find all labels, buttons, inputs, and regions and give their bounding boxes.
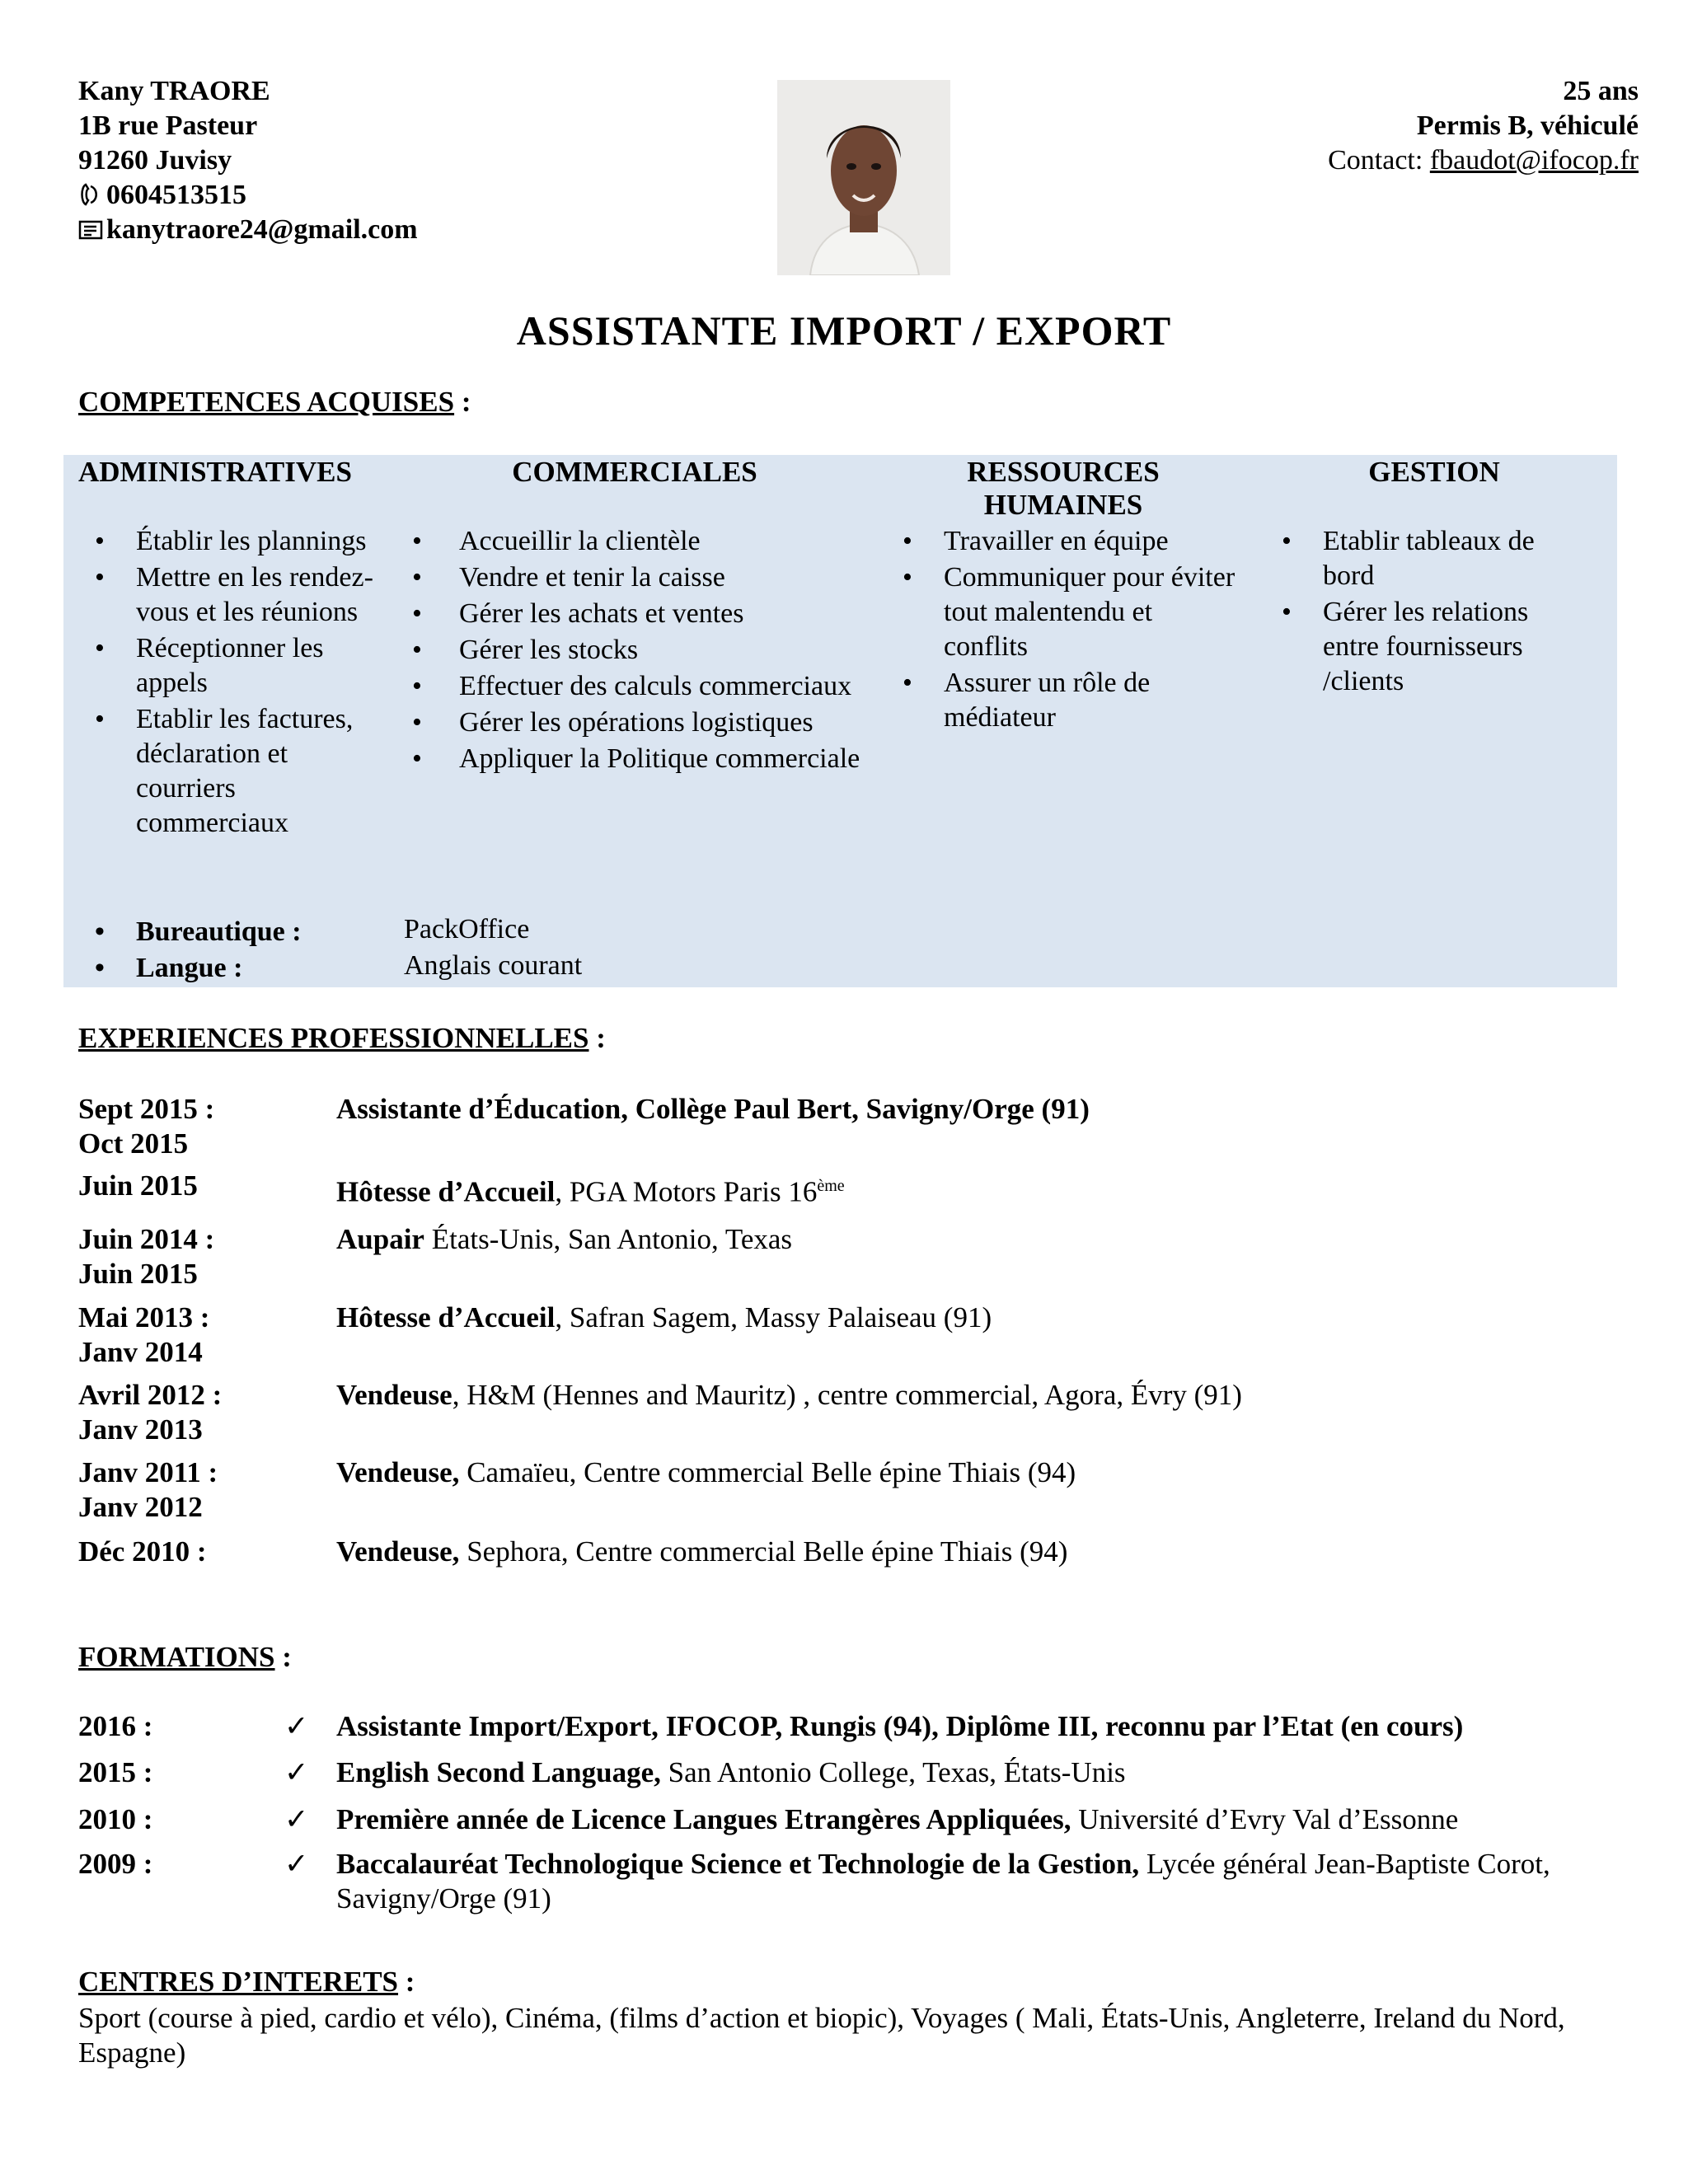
interets-heading-text: CENTRES D’INTERETS: [78, 1966, 399, 1998]
address-line-1: 1B rue Pasteur: [78, 110, 258, 141]
experiences-heading-suffix: :: [588, 1022, 606, 1054]
phone-icon: [78, 178, 106, 213]
experience-detail: , PGA Motors Paris 16: [555, 1175, 818, 1208]
extra-value-langue: Anglais courant: [404, 950, 583, 981]
experience-date: [78, 1092, 326, 1161]
experience-detail: États-Unis, San Antonio, Texas: [424, 1223, 793, 1255]
date-start: Juin 2015: [78, 1169, 198, 1202]
experience-detail: Sephora, Centre commercial Belle épine Thiais (94): [459, 1535, 1068, 1568]
experience-description: [336, 1222, 1622, 1257]
experience-role: Hôtesse d’Accueil: [336, 1301, 556, 1333]
column-title-commerciales: COMMERCIALES: [512, 456, 757, 488]
experience-role: Vendeuse: [336, 1379, 452, 1411]
experiences-heading-text: EXPERIENCES PROFESSIONNELLES: [78, 1022, 589, 1054]
experience-date: [78, 1535, 326, 1569]
date-start: Juin 2014 :: [78, 1223, 215, 1255]
date-start: Janv 2011 :: [78, 1456, 218, 1488]
profile-photo: [777, 80, 950, 275]
experience-date: [78, 1378, 326, 1447]
formation-detail: Lycée général Jean-Baptiste Corot, Savigny/Orge (91): [336, 1848, 1550, 1915]
list-item: • Etablir tableaux de bord: [1265, 524, 1587, 593]
list-item: • Travailler en équipe: [886, 524, 1240, 559]
extra-value-bureautique: PackOffice: [404, 914, 530, 944]
extra-label-langue: • Langue :: [78, 951, 408, 986]
competences-heading-suffix: :: [454, 386, 471, 418]
list-extras: [78, 915, 408, 987]
list-item: • Assurer un rôle de médiateur: [886, 666, 1240, 735]
formation-detail: San Antonio College, Texas, États-Unis: [660, 1756, 1126, 1788]
formation-title: English Second Language,: [336, 1756, 661, 1788]
extra-label-bureautique: • Bureautique :: [78, 915, 408, 949]
experience-detail: Camaïeu, Centre commercial Belle épine Thiais (94): [459, 1456, 1076, 1488]
phone-number: 0604513515: [106, 180, 246, 210]
phone-line: [78, 178, 418, 213]
experience-description: [336, 1092, 1622, 1127]
experience-date: [78, 1169, 326, 1203]
experience-description: [336, 1535, 1622, 1569]
formation-description: [336, 1802, 1622, 1837]
contact-label: Contact:: [1328, 145, 1430, 176]
superscript: ème: [817, 1177, 845, 1195]
list-item: • Gérer les opérations logistiques: [404, 705, 882, 740]
formations-heading: [78, 1641, 292, 1674]
age: 25 ans: [1563, 76, 1639, 106]
list-ressources-humaines: [886, 524, 1240, 737]
experience-role: Vendeuse,: [336, 1456, 460, 1488]
list-item: • Gérer les stocks: [404, 633, 882, 668]
date-end: Janv 2013: [78, 1413, 203, 1446]
formation-title: Baccalauréat Technologique Science et Technologie de la Gestion,: [336, 1848, 1140, 1880]
date-end: Oct 2015: [78, 1127, 189, 1160]
job-title: ASSISTANTE IMPORT / EXPORT: [516, 307, 1172, 354]
formations-heading-text: FORMATIONS: [78, 1641, 275, 1673]
formation-year: 2016 :: [78, 1710, 153, 1742]
list-item: • Accueillir la clientèle: [404, 524, 882, 559]
contact-email-link[interactable]: fbaudot@ifocop.fr: [1429, 145, 1639, 176]
list-item: • Mettre en les rendez-vous et les réunions: [78, 560, 392, 630]
email-address[interactable]: kanytraore24@gmail.com: [106, 214, 418, 245]
list-commerciales: [404, 524, 882, 778]
driving-licence: Permis B, véhiculé: [1416, 110, 1639, 141]
list-item: • Gérer les relations entre fournisseurs /clients: [1265, 595, 1587, 699]
experience-date: [78, 1222, 326, 1291]
interets-text: Sport (course à pied, cardio et vélo), Cinéma, (films d’action et biopic), Voyages ( Mali, États-Unis, Angleterre, Ireland du Nord, Espagne): [78, 2002, 1565, 2069]
column-title-gestion: GESTION: [1368, 456, 1500, 488]
experience-role: Hôtesse d’Accueil: [336, 1175, 556, 1208]
experience-role: Assistante d’Éducation, Collège Paul Bert, Savigny/Orge (91): [336, 1093, 1090, 1125]
experience-detail: , Safran Sagem, Massy Palaiseau (91): [555, 1301, 992, 1333]
date-start: Avril 2012 :: [78, 1379, 223, 1411]
date-start: Mai 2013 :: [78, 1301, 210, 1333]
formation-detail: Université d’Evry Val d’Essonne: [1071, 1803, 1459, 1835]
experience-role: Aupair: [336, 1223, 424, 1255]
list-item: • Vendre et tenir la caisse: [404, 560, 882, 595]
list-item: • Appliquer la Politique commerciale: [404, 742, 882, 776]
experience-description: [336, 1169, 1622, 1210]
experiences-heading: [78, 1022, 606, 1055]
list-item: • Réceptionner les appels: [78, 631, 392, 701]
list-item: • Établir les plannings: [78, 524, 392, 559]
formation-description: [336, 1709, 1622, 1744]
list-item: • Etablir les factures, déclaration et courriers commerciaux: [78, 702, 392, 841]
check-icon: ✓: [284, 1710, 309, 1742]
competences-heading: [78, 386, 471, 419]
date-start: Sept 2015 :: [78, 1093, 215, 1125]
formation-year: 2015 :: [78, 1756, 153, 1788]
list-administratives: [78, 524, 392, 842]
list-gestion: [1265, 524, 1587, 701]
column-title-ressources-humaines: RESSOURCES HUMAINES: [967, 456, 1160, 521]
date-end: Juin 2015: [78, 1258, 198, 1290]
interets-heading-suffix: :: [398, 1966, 415, 1998]
check-icon: ✓: [284, 1848, 309, 1880]
list-item: • Communiquer pour éviter tout malentendu et conflits: [886, 560, 1240, 664]
formation-description: [336, 1755, 1622, 1790]
formations-heading-suffix: :: [274, 1641, 292, 1673]
date-end: Janv 2012: [78, 1491, 203, 1523]
check-icon: ✓: [284, 1803, 309, 1835]
formation-title: Assistante Import/Export, IFOCOP, Rungis (94), Diplôme III, reconnu par l’Etat (en cours): [336, 1710, 1464, 1742]
mail-icon: [78, 213, 106, 247]
date-start: Déc 2010 :: [78, 1535, 207, 1568]
experience-description: [336, 1455, 1622, 1490]
experience-date: [78, 1301, 326, 1370]
info-block: [1328, 74, 1639, 178]
extras-values: [404, 912, 582, 984]
interets-heading: [78, 1966, 415, 1999]
date-end: Janv 2014: [78, 1336, 203, 1368]
list-item: • Gérer les achats et ventes: [404, 597, 882, 631]
formation-description: [336, 1847, 1622, 1916]
experience-date: [78, 1455, 326, 1525]
contact-block: [78, 74, 418, 247]
contact-line: [1328, 143, 1639, 178]
competences-heading-text: COMPETENCES ACQUISES: [78, 386, 455, 418]
column-title-administratives: ADMINISTRATIVES: [78, 456, 352, 488]
formation-title: Première année de Licence Langues Etrangères Appliquées,: [336, 1803, 1071, 1835]
formation-year: 2009 :: [78, 1848, 153, 1880]
experience-detail: , H&M (Hennes and Mauritz) , centre commercial, Agora, Évry (91): [452, 1379, 1242, 1411]
email-line: [78, 213, 418, 247]
candidate-name: Kany TRAORE: [78, 76, 270, 106]
formation-year: 2010 :: [78, 1803, 153, 1835]
check-icon: ✓: [284, 1756, 309, 1788]
address-line-2: 91260 Juvisy: [78, 145, 232, 176]
experience-role: Vendeuse,: [336, 1535, 460, 1568]
experience-description: [336, 1301, 1622, 1335]
experience-description: [336, 1378, 1622, 1413]
list-item: • Effectuer des calculs commerciaux: [404, 669, 882, 704]
